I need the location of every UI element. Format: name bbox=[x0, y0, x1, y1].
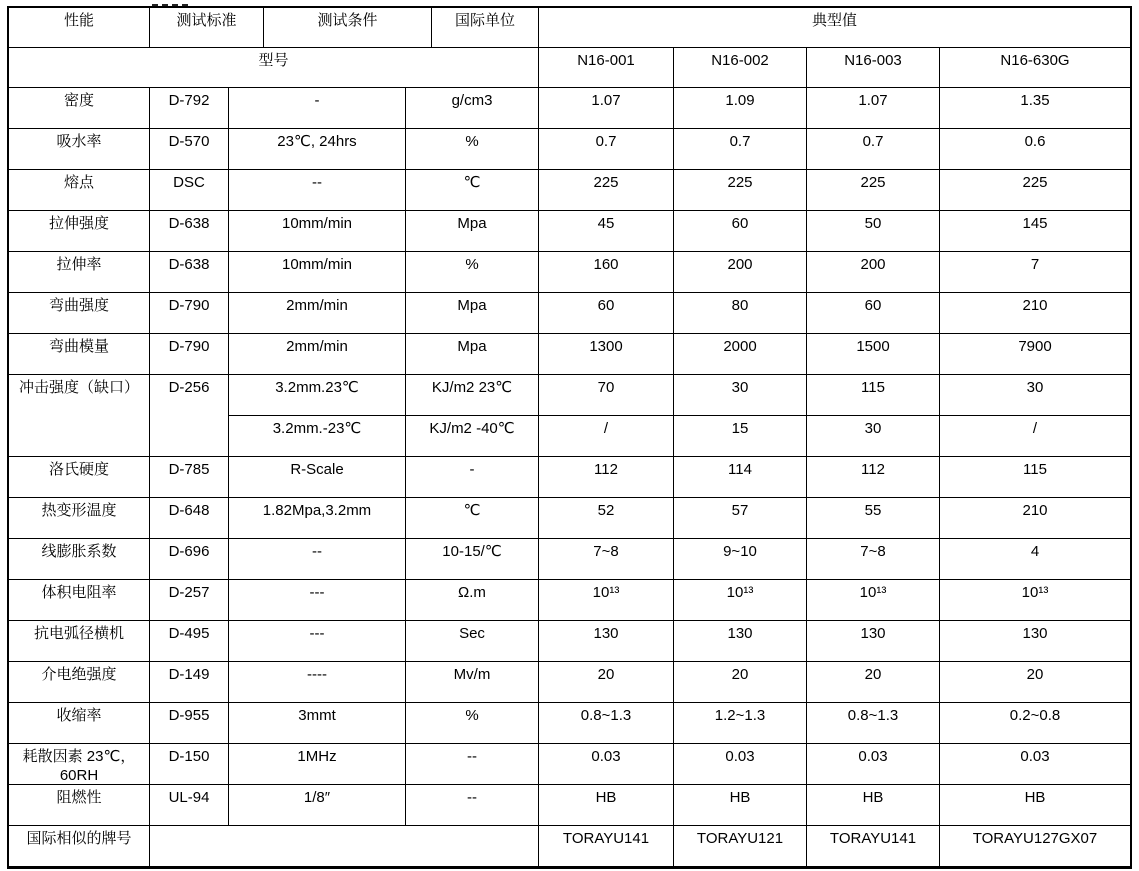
table-row bbox=[9, 211, 1130, 252]
value-cell: 210 bbox=[940, 498, 1130, 539]
property-cell: 冲击强度（缺口） bbox=[9, 375, 150, 457]
standard-cell: D-570 bbox=[150, 129, 229, 170]
table-row bbox=[9, 498, 1130, 539]
table-row bbox=[9, 334, 1130, 375]
standard-cell: D-638 bbox=[150, 211, 229, 252]
value-cell: 7~8 bbox=[807, 539, 940, 580]
standard-cell: D-785 bbox=[150, 457, 229, 498]
value-cell: 15 bbox=[674, 416, 807, 457]
condition-cell: -- bbox=[229, 170, 406, 211]
value-cell: 1.2~1.3 bbox=[674, 703, 807, 744]
value-cell: 0.7 bbox=[539, 129, 674, 170]
unit-cell: - bbox=[406, 457, 539, 498]
property-cell: 介电绝强度 bbox=[9, 662, 150, 703]
value-cell: 7 bbox=[940, 252, 1130, 293]
property-cell: 线膨胀系数 bbox=[9, 539, 150, 580]
table-row bbox=[9, 580, 1130, 621]
model-name: N16-002 bbox=[674, 48, 807, 88]
table-body bbox=[9, 88, 1130, 867]
value-cell: 30 bbox=[940, 375, 1130, 416]
unit-cell: Sec bbox=[406, 621, 539, 662]
value-cell: 20 bbox=[807, 662, 940, 703]
value-cell: 2000 bbox=[674, 334, 807, 375]
model-label: 型号 bbox=[9, 48, 539, 88]
value-cell: 225 bbox=[940, 170, 1130, 211]
table-row bbox=[9, 662, 1130, 703]
unit-cell: % bbox=[406, 129, 539, 170]
header-property: 性能 bbox=[9, 8, 150, 48]
standard-cell: D-648 bbox=[150, 498, 229, 539]
value-cell: HB bbox=[539, 785, 674, 826]
table-row bbox=[9, 785, 1130, 826]
value-cell: 55 bbox=[807, 498, 940, 539]
condition-cell: --- bbox=[229, 621, 406, 662]
value-cell: / bbox=[539, 416, 674, 457]
property-cell: 弯曲强度 bbox=[9, 293, 150, 334]
value-cell: 0.03 bbox=[940, 744, 1130, 785]
table-row bbox=[9, 88, 1130, 129]
standard-cell: D-696 bbox=[150, 539, 229, 580]
model-name: N16-003 bbox=[807, 48, 940, 88]
property-cell: 弯曲模量 bbox=[9, 334, 150, 375]
unit-cell: Mpa bbox=[406, 334, 539, 375]
value-cell: 130 bbox=[674, 621, 807, 662]
value-cell: 20 bbox=[539, 662, 674, 703]
value-cell: 1.35 bbox=[940, 88, 1130, 129]
value-cell: 1.09 bbox=[674, 88, 807, 129]
value-cell: HB bbox=[940, 785, 1130, 826]
condition-cell: 3mmt bbox=[229, 703, 406, 744]
value-cell: 130 bbox=[539, 621, 674, 662]
condition-cell: 3.2mm.-23℃ bbox=[229, 416, 406, 457]
standard-cell: D-638 bbox=[150, 252, 229, 293]
value-cell: 160 bbox=[539, 252, 674, 293]
value-cell: 50 bbox=[807, 211, 940, 252]
value-cell: 0.2~0.8 bbox=[940, 703, 1130, 744]
property-cell: 拉伸率 bbox=[9, 252, 150, 293]
condition-cell: 1MHz bbox=[229, 744, 406, 785]
condition-cell: ---- bbox=[229, 662, 406, 703]
table-row bbox=[9, 293, 1130, 334]
value-cell: 115 bbox=[940, 457, 1130, 498]
unit-cell: Mpa bbox=[406, 293, 539, 334]
table-row bbox=[9, 621, 1130, 662]
condition-cell: 2mm/min bbox=[229, 293, 406, 334]
value-cell: 7900 bbox=[940, 334, 1130, 375]
value-cell: 225 bbox=[674, 170, 807, 211]
standard-cell: D-792 bbox=[150, 88, 229, 129]
value-cell: 0.03 bbox=[674, 744, 807, 785]
property-cell: 热变形温度 bbox=[9, 498, 150, 539]
unit-cell: Mpa bbox=[406, 211, 539, 252]
value-cell: 80 bbox=[674, 293, 807, 334]
unit-cell: -- bbox=[406, 785, 539, 826]
standard-cell: D-257 bbox=[150, 580, 229, 621]
property-cell: 密度 bbox=[9, 88, 150, 129]
header-row bbox=[9, 8, 1130, 48]
value-cell: 57 bbox=[674, 498, 807, 539]
value-cell: 70 bbox=[539, 375, 674, 416]
table-row bbox=[9, 539, 1130, 580]
condition-cell: 2mm/min bbox=[229, 334, 406, 375]
value-cell: 0.6 bbox=[940, 129, 1130, 170]
table-row bbox=[9, 703, 1130, 744]
brand-value-cell: TORAYU141 bbox=[807, 826, 940, 867]
condition-cell: 23℃, 24hrs bbox=[229, 129, 406, 170]
value-cell: 4 bbox=[940, 539, 1130, 580]
value-cell: 52 bbox=[539, 498, 674, 539]
standard-cell: D-955 bbox=[150, 703, 229, 744]
merged-empty-cell bbox=[150, 826, 539, 867]
property-cell: 洛氏硬度 bbox=[9, 457, 150, 498]
value-cell: 0.8~1.3 bbox=[807, 703, 940, 744]
value-cell: 200 bbox=[674, 252, 807, 293]
value-cell: HB bbox=[807, 785, 940, 826]
standard-cell: D-495 bbox=[150, 621, 229, 662]
standard-cell: D-150 bbox=[150, 744, 229, 785]
property-cell: 体积电阻率 bbox=[9, 580, 150, 621]
value-cell: 0.7 bbox=[807, 129, 940, 170]
standard-cell: D-149 bbox=[150, 662, 229, 703]
unit-cell: KJ/m2 23℃ bbox=[406, 375, 539, 416]
value-cell: HB bbox=[674, 785, 807, 826]
table-row bbox=[9, 129, 1130, 170]
standard-cell: D-790 bbox=[150, 334, 229, 375]
value-cell: / bbox=[940, 416, 1130, 457]
unit-cell: Ω.m bbox=[406, 580, 539, 621]
value-cell: 7~8 bbox=[539, 539, 674, 580]
table-row bbox=[9, 457, 1130, 498]
value-cell: 0.8~1.3 bbox=[539, 703, 674, 744]
condition-cell: 10mm/min bbox=[229, 211, 406, 252]
table-row bbox=[9, 170, 1130, 211]
value-cell: 1300 bbox=[539, 334, 674, 375]
value-cell: 0.03 bbox=[807, 744, 940, 785]
condition-cell: 10mm/min bbox=[229, 252, 406, 293]
property-cell: 拉伸强度 bbox=[9, 211, 150, 252]
value-cell: 225 bbox=[539, 170, 674, 211]
table-row bbox=[9, 744, 1130, 785]
model-name: N16-630G bbox=[940, 48, 1130, 88]
property-cell: 耗散因素 23℃，60RH bbox=[9, 744, 150, 785]
model-name: N16-001 bbox=[539, 48, 674, 88]
impact-subcolumn bbox=[229, 375, 1130, 457]
value-cell: 60 bbox=[807, 293, 940, 334]
model-row bbox=[9, 48, 1130, 88]
table-row bbox=[9, 375, 1130, 457]
value-cell: 145 bbox=[940, 211, 1130, 252]
unit-cell: g/cm3 bbox=[406, 88, 539, 129]
value-cell: 114 bbox=[674, 457, 807, 498]
condition-cell: 1.82Mpa,3.2mm bbox=[229, 498, 406, 539]
condition-cell: 3.2mm.23℃ bbox=[229, 375, 406, 416]
value-cell: 200 bbox=[807, 252, 940, 293]
property-cell: 收缩率 bbox=[9, 703, 150, 744]
value-cell: 45 bbox=[539, 211, 674, 252]
value-cell: 20 bbox=[940, 662, 1130, 703]
value-cell: 20 bbox=[674, 662, 807, 703]
value-cell: 1.07 bbox=[807, 88, 940, 129]
standard-cell: D-256 bbox=[150, 375, 229, 457]
header-typical-values: 典型值 bbox=[539, 8, 1130, 48]
unit-cell: KJ/m2 -40℃ bbox=[406, 416, 539, 457]
value-cell: 112 bbox=[807, 457, 940, 498]
property-cell: 国际相似的牌号 bbox=[9, 826, 150, 867]
value-cell: 9~10 bbox=[674, 539, 807, 580]
brand-value-cell: TORAYU141 bbox=[539, 826, 674, 867]
impact-subrow bbox=[229, 375, 1130, 416]
unit-cell: ℃ bbox=[406, 170, 539, 211]
condition-cell: R-Scale bbox=[229, 457, 406, 498]
value-cell: 112 bbox=[539, 457, 674, 498]
value-cell: 0.7 bbox=[674, 129, 807, 170]
header-unit: 国际单位 bbox=[432, 8, 539, 48]
standard-cell: D-790 bbox=[150, 293, 229, 334]
value-cell: 10¹³ bbox=[940, 580, 1130, 621]
value-cell: 30 bbox=[674, 375, 807, 416]
value-cell: 30 bbox=[807, 416, 940, 457]
unit-cell: ℃ bbox=[406, 498, 539, 539]
impact-subrow bbox=[229, 416, 1130, 457]
brand-value-cell: TORAYU121 bbox=[674, 826, 807, 867]
condition-cell: 1/8″ bbox=[229, 785, 406, 826]
brand-value-cell: TORAYU127GX07 bbox=[940, 826, 1130, 867]
unit-cell: Mv/m bbox=[406, 662, 539, 703]
standard-cell: DSC bbox=[150, 170, 229, 211]
value-cell: 130 bbox=[940, 621, 1130, 662]
value-cell: 225 bbox=[807, 170, 940, 211]
value-cell: 1.07 bbox=[539, 88, 674, 129]
condition-cell: - bbox=[229, 88, 406, 129]
value-cell: 60 bbox=[674, 211, 807, 252]
value-cell: 10¹³ bbox=[674, 580, 807, 621]
property-cell: 阻燃性 bbox=[9, 785, 150, 826]
header-condition: 测试条件 bbox=[264, 8, 432, 48]
spec-table bbox=[7, 6, 1132, 869]
value-cell: 210 bbox=[940, 293, 1130, 334]
table-row bbox=[9, 252, 1130, 293]
header-standard: 测试标准 bbox=[150, 8, 264, 48]
value-cell: 60 bbox=[539, 293, 674, 334]
unit-cell: 10-15/℃ bbox=[406, 539, 539, 580]
property-cell: 熔点 bbox=[9, 170, 150, 211]
property-cell: 吸水率 bbox=[9, 129, 150, 170]
value-cell: 130 bbox=[807, 621, 940, 662]
condition-cell: -- bbox=[229, 539, 406, 580]
unit-cell: % bbox=[406, 703, 539, 744]
value-cell: 10¹³ bbox=[807, 580, 940, 621]
standard-cell: UL-94 bbox=[150, 785, 229, 826]
condition-cell: --- bbox=[229, 580, 406, 621]
property-cell: 抗电弧径横机 bbox=[9, 621, 150, 662]
unit-cell: % bbox=[406, 252, 539, 293]
value-cell: 115 bbox=[807, 375, 940, 416]
value-cell: 10¹³ bbox=[539, 580, 674, 621]
table-row bbox=[9, 826, 1130, 867]
value-cell: 1500 bbox=[807, 334, 940, 375]
value-cell: 0.03 bbox=[539, 744, 674, 785]
unit-cell: -- bbox=[406, 744, 539, 785]
